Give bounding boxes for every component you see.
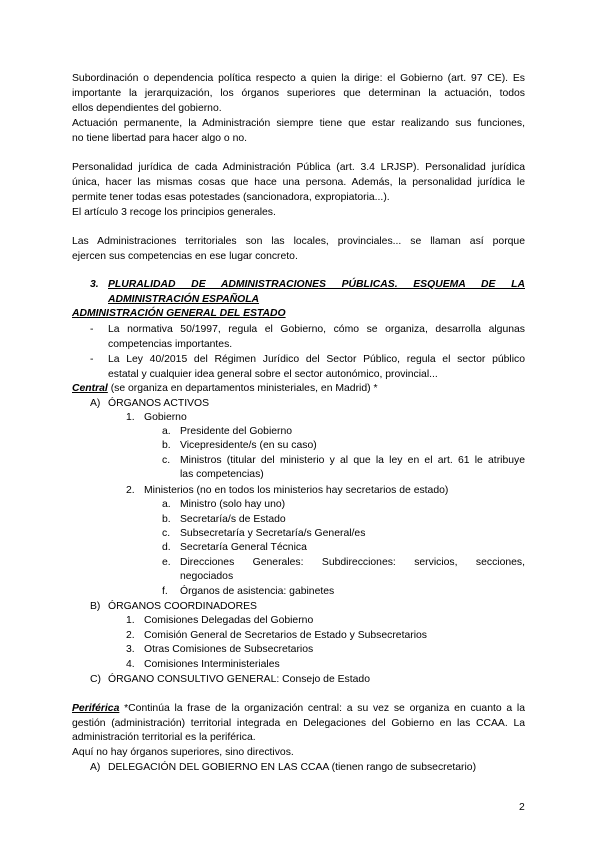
- list-marker: b.: [162, 440, 171, 451]
- paragraph-line: Aquí no hay órganos superiores, sino directivos.: [72, 747, 294, 758]
- paragraph-line: administración territorial es la periférica.: [72, 732, 256, 743]
- periferica-desc: *Continúa la frase de la organización central: a su vez se organiza en cuanto a la: [119, 703, 525, 714]
- paragraph-line: importante la jerarquización, los órganos superiores que determinan la actuación, todos: [72, 88, 525, 99]
- list-item: Ministros (titular del ministerio y al que la ley en el art. 61 le atribuye: [180, 455, 525, 466]
- list-marker: C): [90, 674, 101, 685]
- section-number: 3.: [90, 279, 99, 290]
- list-marker: A): [90, 398, 101, 409]
- list-item: Gobierno: [144, 412, 187, 423]
- list-item: Otras Comisiones de Subsecretarios: [144, 644, 314, 655]
- section-subtitle: ADMINISTRACIÓN GENERAL DEL ESTADO: [72, 308, 286, 319]
- list-item: Presidente del Gobierno: [180, 426, 293, 437]
- list-item: Ministro (solo hay uno): [180, 499, 286, 510]
- paragraph-line: Personalidad jurídica de cada Administración Pública (art. 3.4 LRJSP). Personalidad jurídica: [72, 162, 525, 173]
- paragraph-line: Las Administraciones territoriales son las locales, provinciales... se llaman así porque: [72, 236, 525, 247]
- list-marker: 1.: [126, 412, 135, 423]
- paragraph-line: gestión (administración) territorial integrada en Delegaciones del Gobierno en las CCAA. La: [72, 718, 525, 729]
- bullet-dash: -: [90, 354, 94, 365]
- list-item: Ministerios (no en todos los ministerios hay secretarios de estado): [144, 485, 449, 496]
- bullet-text: estatal y cualquier idea general sobre el sector autonómico, provincial...: [108, 369, 438, 380]
- page-number: 2: [519, 802, 525, 813]
- list-marker: 3.: [126, 644, 135, 655]
- list-item: ÓRGANOS COORDINADORES: [108, 601, 257, 612]
- paragraph-line: permite tener todas esas potestades (sancionadora, expropiatoria...).: [72, 192, 390, 203]
- paragraph-line: Actuación permanente, la Administración siempre tiene que estar realizando sus funciones,: [72, 118, 525, 129]
- central-desc: (se organiza en departamentos ministeriales, en Madrid) *: [107, 383, 378, 394]
- list-item: Secretaría General Técnica: [180, 542, 307, 553]
- bullet-dash: -: [90, 324, 94, 335]
- list-marker: 2.: [126, 630, 135, 641]
- list-item: ÓRGANOS ACTIVOS: [108, 398, 210, 409]
- central-label: Central: [72, 383, 108, 394]
- list-marker: A): [90, 762, 101, 773]
- list-marker: a.: [162, 499, 171, 510]
- list-item: Secretaría/s de Estado: [180, 514, 286, 525]
- bullet-text: competencias importantes.: [108, 339, 233, 350]
- list-marker: 2.: [126, 485, 135, 496]
- paragraph-line: única, hacer las mismas cosas que hace una persona. Además, la personalidad jurídica le: [72, 177, 525, 188]
- list-item: Órganos de asistencia: gabinetes: [180, 586, 335, 597]
- list-marker: c.: [162, 528, 171, 539]
- list-marker: B): [90, 601, 101, 612]
- central-heading: [72, 382, 378, 395]
- list-marker: 4.: [126, 659, 135, 670]
- periferica-label: Periférica: [72, 703, 120, 714]
- list-item: Comisiones Delegadas del Gobierno: [144, 615, 314, 626]
- list-item: ÓRGANO CONSULTIVO GENERAL: Consejo de Estado: [108, 674, 370, 685]
- list-marker: c.: [162, 455, 171, 466]
- list-marker: e.: [162, 557, 171, 568]
- section-title: PLURALIDAD DE ADMINISTRACIONES PÚBLICAS. ESQUEMA DE LA: [108, 279, 525, 290]
- list-marker: b.: [162, 514, 171, 525]
- list-marker: d.: [162, 542, 171, 553]
- paragraph-line: Subordinación o dependencia política respecto a quien la dirige: el Gobierno (art. 97 CE). Es: [72, 73, 525, 84]
- list-item: negociados: [180, 571, 234, 582]
- list-item: Comisión General de Secretarios de Estado y Subsecretarios: [144, 630, 427, 641]
- list-item: Subsecretaría y Secretaría/s General/es: [180, 528, 366, 539]
- list-marker: f.: [162, 586, 168, 597]
- list-item: las competencias): [180, 469, 264, 480]
- paragraph-line: ellos dependientes del gobierno.: [72, 103, 222, 114]
- list-item: Direcciones Generales: Subdirecciones: servicios, secciones,: [180, 557, 525, 568]
- bullet-text: La normativa 50/1997, regula el Gobierno, cómo se organiza, desarrolla algunas: [108, 324, 525, 335]
- periferica-heading: [72, 702, 525, 715]
- list-item: Vicepresidente/s (en su caso): [180, 440, 317, 451]
- list-marker: a.: [162, 426, 171, 437]
- section-title-cont: ADMINISTRACIÓN ESPAÑOLA: [108, 294, 260, 305]
- bullet-text: La Ley 40/2015 del Régimen Jurídico del Sector Público, regula el sector público: [108, 354, 525, 365]
- paragraph-line: El artículo 3 recoge los principios generales.: [72, 207, 276, 218]
- list-marker: 1.: [126, 615, 135, 626]
- paragraph-line: ejercen sus competencias en ese lugar concreto.: [72, 251, 298, 262]
- paragraph-line: no tiene libertad para hacer algo o no.: [72, 133, 248, 144]
- list-item: DELEGACIÓN DEL GOBIERNO EN LAS CCAA (tienen rango de subsecretario): [108, 762, 477, 773]
- list-item: Comisiones Interministeriales: [144, 659, 280, 670]
